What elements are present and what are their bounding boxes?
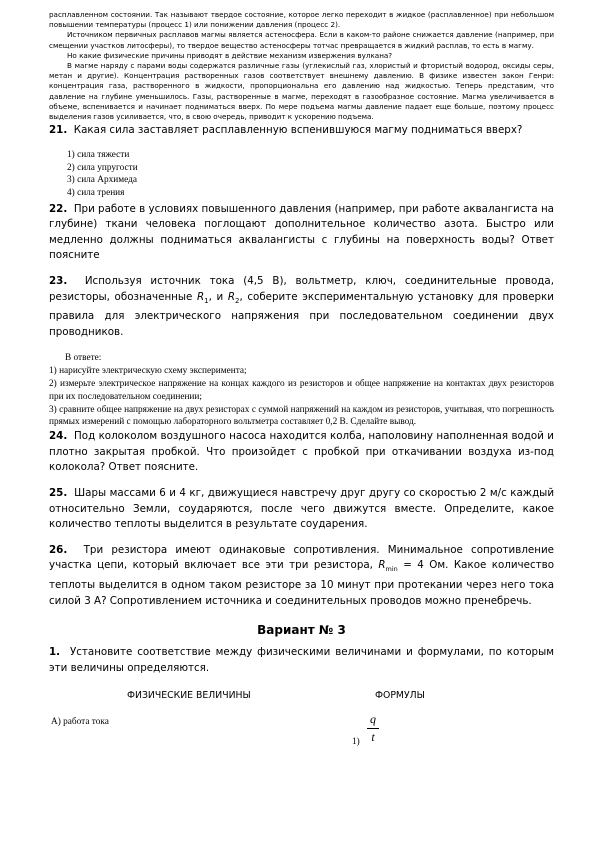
resistor-symbol: R [197, 290, 205, 303]
question-number: 26. [49, 543, 68, 556]
matching-rows [49, 712, 554, 762]
resistor-symbol: R [227, 290, 235, 303]
option-item: 3) сила Архимеда [67, 175, 137, 186]
question-number: 25. [49, 487, 68, 499]
answer-item: 2) измерьте электрическое напряжение на концах каждого из резисторов и общее напряжение на контактах двух резисторов при их последовательном соединении; [49, 379, 554, 402]
formula-label: 1) [352, 737, 360, 748]
quantity-item: А) работа тока [51, 717, 109, 728]
answer-options [67, 149, 554, 200]
column-header-quantities: ФИЗИЧЕСКИЕ ВЕЛИЧИНЫ [127, 690, 251, 702]
question-text: , соберите экспериментальную установку для проверки правила для электрического напряжения при последовательном соединении двух проводников. [49, 290, 554, 338]
resistor-subscript: 2 [235, 296, 240, 305]
fraction-bar [367, 728, 379, 729]
intro-paragraph: Источником первичных расплавов магмы является астеносфера. Если в каком-то районе снижается давление (например, при смещении участков литосферы), то твердое вещество астеносферы тотчас превращается в жидкий расплав, то есть в магму. [49, 30, 554, 50]
answer-item: 1) нарисуйте электрическую схему эксперимента; [49, 366, 247, 377]
question-1 [49, 645, 554, 676]
answer-item: 3) сравните общее напряжение на двух резисторах с суммой напряжений на каждом из резисторов, учитывая, что погрешность прямых измерений с помощью лабораторного вольтметра составляет 0,2 В. Сделайте вывод. [49, 404, 554, 428]
question-text: Какая сила заставляет расплавленную вспенившуюся магму подниматься вверх? [73, 124, 523, 137]
option-item: 1) сила тяжести [67, 149, 130, 160]
question-text: Используя источник тока (4,5 В), вольтметр, ключ, соединительные провода, резисторы, обозначенные [49, 275, 554, 303]
resistance-subscript: min [385, 565, 398, 574]
formula-denominator: t [371, 730, 375, 745]
intro-text [49, 10, 554, 122]
intro-paragraph: расплавленном состоянии. Так называют твердое состояние, которое легко переходит в жидкое (расплавленное) при небольшом повышении температуры (процесс 1) или понижении давления (процесс 2). [49, 10, 554, 30]
question-number: 21. [49, 124, 68, 137]
question-26 [49, 543, 554, 609]
matching-header [49, 690, 554, 704]
question-25 [49, 486, 554, 533]
variant-title: Вариант № 3 [257, 623, 346, 638]
column-header-formulas: ФОРМУЛЫ [375, 690, 425, 702]
formula-fraction [367, 712, 379, 745]
option-item: 2) сила упругости [67, 162, 138, 173]
resistor-subscript: 1 [204, 296, 209, 305]
question-number: 22. [49, 202, 68, 215]
question-23 [49, 274, 554, 340]
document-page [49, 10, 554, 762]
question-text: = 4 Ом. Какое количество теплоты выделится в одном таком резисторе за 10 минут при протекании через него тока силой 3 А? Сопротивлением источника и соединительных проводов можно пренебречь. [49, 559, 554, 607]
question-number: 23. [49, 275, 68, 288]
answer-title: В ответе: [65, 353, 102, 364]
formula-numerator: q [370, 712, 376, 727]
answer-requirements [49, 352, 554, 429]
question-21 [49, 123, 554, 139]
option-item: 4) сила трения [67, 187, 125, 198]
question-text: Шары массами 6 и 4 кг, движущиеся навстречу друг другу со скоростью 2 м/с каждый относительно Земли, соударяются, после чего движутся вместе. Определите, какое количество теплоты выделится в результате соударения. [49, 487, 555, 531]
resistance-symbol: R [378, 559, 386, 572]
question-22 [49, 202, 554, 264]
question-24 [49, 429, 554, 476]
question-text: При работе в условиях повышенного давления (например, при работе аквалангиста на глубине) ткани человека поглощают дополнительное количество азота. Быстро или медленно должны подниматься аквалангисты с глубины на поверхность воды? Ответ поясните [49, 202, 554, 262]
question-text: Под колоколом воздушного насоса находится колба, наполовину наполненная водой и плотно закрытая пробкой. Что произойдет с пробкой при откачивании воздуха из-под колокола? Ответ поясните. [49, 430, 555, 474]
question-number: 24. [49, 430, 68, 443]
intro-paragraph: Но какие физические причины приводят в действие механизм извержения вулкана? [67, 50, 393, 60]
question-text: Три резистора имеют одинаковые сопротивления. Минимальное сопротивление участка цепи, который включает все эти три резистора, [49, 543, 554, 572]
question-number: 1. [49, 646, 61, 659]
question-text: , и [208, 290, 228, 303]
question-text: Установите соответствие между физическими величинами и формулами, по которым эти величины определяются. [49, 646, 554, 674]
intro-paragraph: В магме наряду с парами воды содержатся различные газы (углекислый газ, хлористый и фтористый водород, оксиды серы, метан и другие). Концентрация растворенных газов соответствует внешнему давлению. В физике известен закон Генри: концентрация газа, растворенного в жидкости, пропорциональна его давлению над жидкостью. Теперь представим, что давление на глубине уменьшилось. Газы, растворенные в магме, переходят в газообразное состояние. Магма увеличивается в объеме, вспенивается и начинает подниматься вверх. По мере подъема магмы давление падает еще больше, поэтому процесс выделения газов усиливается, что, в свою очередь, приводит к ускорению подъема. [49, 61, 554, 122]
